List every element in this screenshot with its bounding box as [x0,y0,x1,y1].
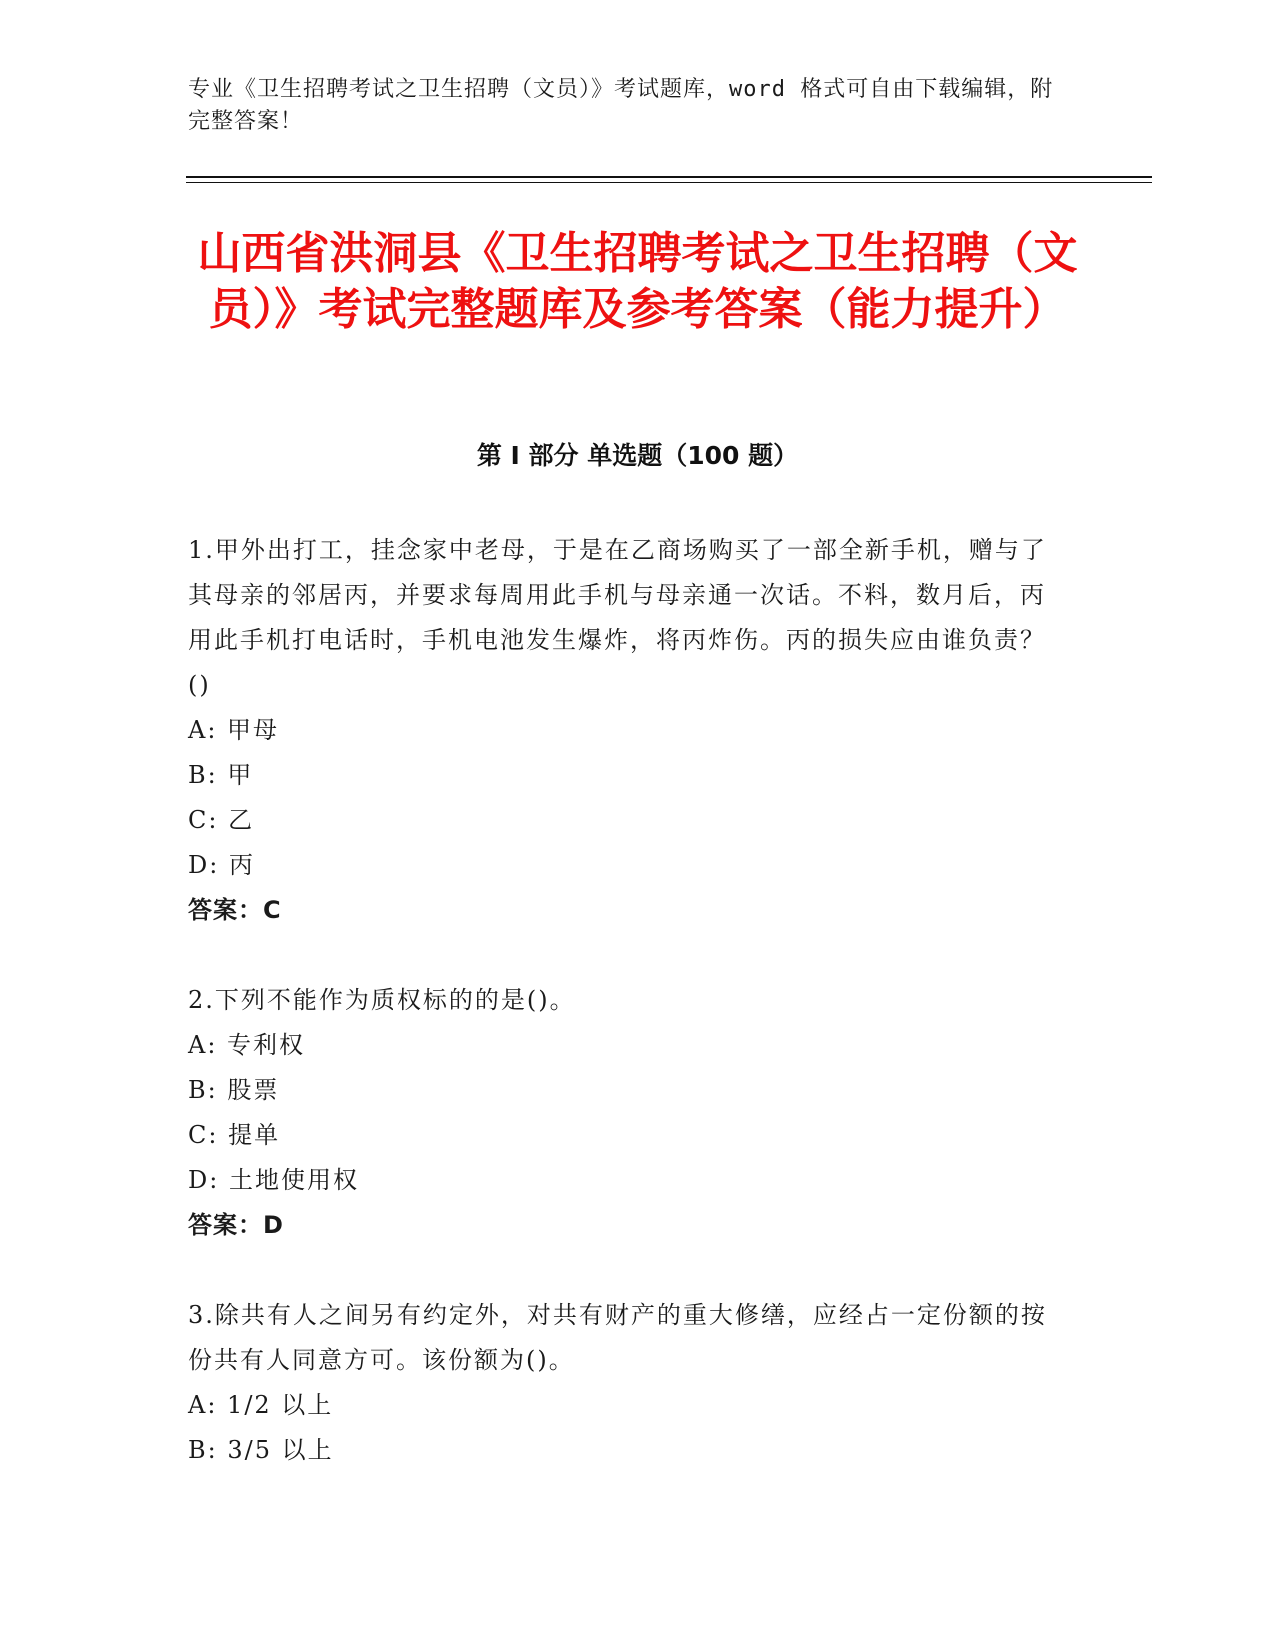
question-stem: 1.甲外出打工，挂念家中老母，于是在乙商场购买了一部全新手机，赠与了其母亲的邻居丙，并要求每周用此手机与母亲通一次话。不料，数月后，丙用此手机打电话时，手机电池发生爆炸，将丙炸伤。丙的损失应由谁负责？() [188,536,1047,699]
option-b: B: 3/5 以上 [188,1436,334,1464]
option-c: C: 乙 [188,806,255,834]
header-divider-thick [186,176,1152,178]
option-a: A: 1/2 以上 [188,1391,334,1419]
option-d: D: 土地使用权 [188,1166,359,1194]
answer-line: 答案：D [188,1211,284,1239]
option-b: B: 甲 [188,761,254,789]
document-title: 山西省洪洞县《卫生招聘考试之卫生招聘（文员）》考试完整题库及参考答案（能力提升） [197,228,1078,335]
option-c: C: 提单 [188,1121,281,1149]
question-2 [188,978,1068,1248]
option-d: D: 丙 [188,851,255,879]
question-stem: 2.下列不能作为质权标的的是()。 [188,986,576,1014]
option-a: A: 专利权 [188,1031,306,1059]
header-note: 专业《卫生招聘考试之卫生招聘（文员）》考试题库，word 格式可自由下载编辑，附完整答案！ [188,77,1054,134]
question-1 [188,528,1068,933]
option-a: A: 甲母 [188,716,280,744]
header-divider-thin [186,182,1152,183]
question-3 [188,1293,1068,1473]
section-heading: 第 I 部分 单选题（100 题） [476,441,799,470]
question-stem: 3.除共有人之间另有约定外，对共有财产的重大修缮，应经占一定份额的按份共有人同意方可。该份额为()。 [188,1301,1047,1374]
question-list [188,528,1068,1518]
answer-line: 答案：C [188,896,282,924]
option-b: B: 股票 [188,1076,280,1104]
